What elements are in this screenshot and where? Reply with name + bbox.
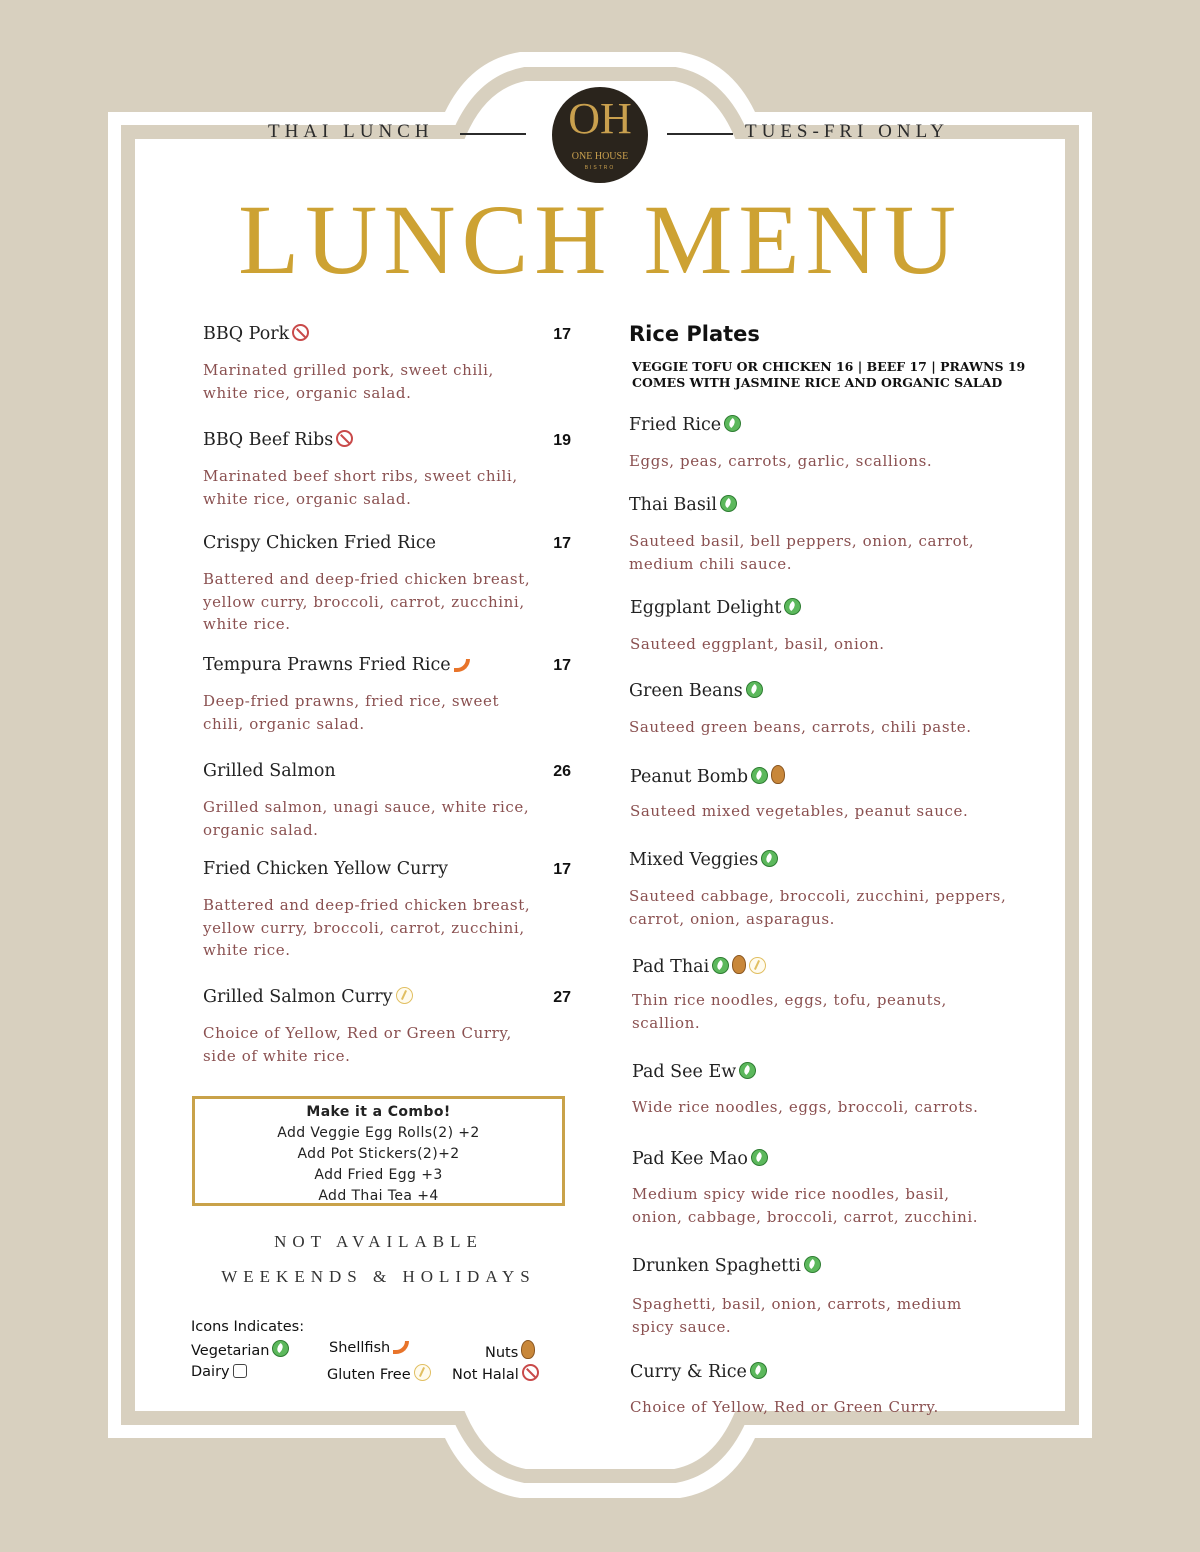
vegetarian-icon bbox=[804, 1256, 821, 1273]
legend-title: Icons Indicates: bbox=[191, 1319, 305, 1335]
left-item-description bbox=[203, 568, 530, 636]
left-item-name bbox=[203, 761, 336, 781]
rice-item-name bbox=[632, 955, 766, 977]
left-item-description bbox=[203, 465, 518, 510]
left-item-description-line: yellow curry, broccoli, carrot, zucchini, bbox=[203, 918, 525, 937]
left-item-name-text: Tempura Prawns Fried Rice bbox=[203, 655, 451, 675]
vegetarian-icon bbox=[720, 495, 737, 512]
left-item-description-line: Deep-fried prawns, fried rice, sweet bbox=[203, 692, 500, 710]
left-item-name bbox=[203, 324, 309, 344]
left-item-description-line: white rice, organic salad. bbox=[203, 489, 412, 508]
rice-item-name bbox=[629, 681, 763, 701]
left-item-description bbox=[203, 690, 499, 735]
rice-item-name-text: Fried Rice bbox=[629, 415, 722, 435]
left-item-name bbox=[203, 859, 448, 879]
left-item-name bbox=[203, 430, 353, 450]
left-item-name bbox=[203, 533, 436, 553]
legend-dairy bbox=[191, 1364, 247, 1380]
left-item-description-line: Battered and deep-fried chicken breast, bbox=[203, 896, 531, 914]
combo-box bbox=[192, 1096, 565, 1206]
legend-vegetarian bbox=[191, 1340, 289, 1359]
left-item-price: 17 bbox=[553, 861, 571, 878]
gluten-free-icon bbox=[396, 987, 413, 1004]
legend-nuts-label: Nuts bbox=[485, 1345, 519, 1361]
legend-nuts bbox=[485, 1340, 535, 1361]
left-item-description-line: Grilled salmon, unagi sauce, white rice, bbox=[203, 798, 530, 816]
not-available-line2: WEEKENDS & HOLIDAYS bbox=[221, 1267, 536, 1286]
legend-dairy-label: Dairy bbox=[191, 1364, 230, 1380]
rice-item-description-line: Sauteed basil, bell peppers, onion, carrot, bbox=[629, 532, 975, 550]
left-item-price: 26 bbox=[553, 763, 571, 780]
legend-shellfish bbox=[329, 1340, 409, 1356]
vegetarian-icon bbox=[712, 957, 729, 974]
logo bbox=[552, 87, 648, 183]
left-item-name-text: Fried Chicken Yellow Curry bbox=[203, 859, 449, 879]
vegetarian-icon bbox=[751, 1149, 768, 1166]
combo-line: Add Veggie Egg Rolls(2) +2 bbox=[277, 1125, 480, 1141]
legend-shellfish-label: Shellfish bbox=[329, 1340, 391, 1356]
left-item-name-text: Crispy Chicken Fried Rice bbox=[203, 533, 436, 553]
left-item-name-text: BBQ Beef Ribs bbox=[203, 430, 334, 450]
rice-item-name bbox=[632, 1256, 821, 1276]
left-item-description-line: Battered and deep-fried chicken breast, bbox=[203, 570, 531, 588]
rice-item-description-line: medium chili sauce. bbox=[629, 554, 793, 573]
rice-item-name-text: Curry & Rice bbox=[630, 1362, 747, 1382]
rice-item-description bbox=[629, 885, 1006, 930]
page-title: LUNCH MENU bbox=[238, 184, 962, 295]
left-item-description-line: side of white rice. bbox=[203, 1046, 351, 1065]
left-item-description-line: yellow curry, broccoli, carrot, zucchini, bbox=[203, 592, 525, 611]
left-item-description-line: white rice. bbox=[203, 941, 291, 959]
rice-item-name-text: Pad Thai bbox=[632, 957, 710, 977]
rice-item-description-line: Medium spicy wide rice noodles, basil, bbox=[632, 1185, 950, 1203]
vegetarian-icon bbox=[750, 1362, 767, 1379]
left-item-description-line: white rice, organic salad. bbox=[203, 383, 412, 402]
not-available-line1: NOT AVAILABLE bbox=[274, 1232, 483, 1251]
header-left-label: THAI LUNCH bbox=[268, 121, 434, 142]
vegetarian-icon bbox=[761, 850, 778, 867]
shellfish-icon bbox=[393, 1341, 409, 1354]
left-item-description-line: organic salad. bbox=[203, 820, 319, 839]
left-item-description bbox=[203, 1022, 512, 1067]
combo-title: Make it a Combo! bbox=[306, 1104, 451, 1120]
legend-gluten-free bbox=[327, 1364, 431, 1383]
left-item-name-text: BBQ Pork bbox=[203, 324, 290, 344]
nuts-icon bbox=[521, 1340, 535, 1359]
rice-item-name bbox=[630, 765, 785, 787]
rice-item-description-line: Thin rice noodles, eggs, tofu, peanuts, bbox=[632, 991, 947, 1009]
logo-monogram: OH bbox=[568, 94, 632, 143]
rice-item-name bbox=[632, 1062, 756, 1082]
rice-item-description-line: Sauteed green beans, carrots, chili paste. bbox=[629, 718, 972, 736]
legend-not-halal-label: Not Halal bbox=[452, 1367, 519, 1383]
not-halal-icon bbox=[522, 1364, 539, 1381]
rice-item-name-text: Drunken Spaghetti bbox=[632, 1256, 801, 1276]
rice-item-description-line: carrot, onion, asparagus. bbox=[629, 909, 836, 928]
left-item-price: 19 bbox=[553, 432, 571, 449]
left-item-name-text: Grilled Salmon bbox=[203, 761, 336, 781]
left-item-name bbox=[203, 987, 413, 1007]
rice-item-description-line: spicy sauce. bbox=[632, 1317, 732, 1336]
rice-item-description-line: Sauteed eggplant, basil, onion. bbox=[630, 635, 885, 653]
rice-item-name-text: Mixed Veggies bbox=[629, 850, 759, 870]
rice-item-description-line: Spaghetti, basil, onion, carrots, medium bbox=[632, 1295, 962, 1313]
gluten-free-icon bbox=[414, 1364, 431, 1381]
rice-item-name-text: Peanut Bomb bbox=[630, 767, 749, 787]
gluten-free-icon bbox=[749, 957, 766, 974]
left-item-description bbox=[203, 894, 530, 962]
rice-item-name-text: Thai Basil bbox=[629, 495, 718, 515]
left-item-price: 17 bbox=[553, 657, 571, 674]
combo-line: Add Pot Stickers(2)+2 bbox=[297, 1146, 460, 1162]
shellfish-icon bbox=[454, 659, 470, 672]
rice-item-name-text: Pad Kee Mao bbox=[632, 1149, 748, 1169]
rice-item-name bbox=[629, 850, 778, 870]
rice-item-name-text: Eggplant Delight bbox=[630, 598, 782, 618]
rice-plates-prices: VEGGIE TOFU OR CHICKEN 16 | BEEF 17 | PRAWNS 19 bbox=[632, 359, 1026, 374]
rice-item-description bbox=[629, 530, 974, 575]
rice-item-description bbox=[632, 1293, 962, 1338]
combo-line: Add Fried Egg +3 bbox=[314, 1167, 443, 1183]
left-item-description bbox=[203, 796, 529, 841]
not-halal-icon bbox=[336, 430, 353, 447]
rice-item-description bbox=[632, 1183, 978, 1228]
rice-item-description bbox=[630, 633, 885, 656]
rice-item-name bbox=[629, 415, 741, 435]
left-item-description-line: Choice of Yellow, Red or Green Curry, bbox=[203, 1024, 512, 1042]
vegetarian-icon bbox=[739, 1062, 756, 1079]
rice-item-description-line: Sauteed cabbage, broccoli, zucchini, peppers, bbox=[629, 887, 1007, 905]
legend-gluten-free-label: Gluten Free bbox=[327, 1367, 411, 1383]
rice-item-description-line: Sauteed mixed vegetables, peanut sauce. bbox=[630, 802, 969, 820]
logo-name: ONE HOUSE bbox=[571, 151, 629, 162]
rice-item-description bbox=[629, 716, 972, 739]
rice-item-description-line: scallion. bbox=[632, 1013, 701, 1032]
left-item-description-line: white rice. bbox=[203, 615, 291, 633]
rice-item-description bbox=[630, 1396, 939, 1419]
header-left-rule bbox=[460, 133, 526, 135]
vegetarian-icon bbox=[746, 681, 763, 698]
rice-item-description bbox=[632, 1096, 979, 1119]
legend-vegetarian-label: Vegetarian bbox=[191, 1343, 270, 1359]
rice-item-name bbox=[632, 1149, 768, 1169]
rice-item-name-text: Green Beans bbox=[629, 681, 743, 701]
left-item-description-line: chili, organic salad. bbox=[203, 714, 365, 733]
rice-item-name bbox=[630, 598, 801, 618]
left-item-description bbox=[203, 359, 494, 404]
vegetarian-icon bbox=[724, 415, 741, 432]
nuts-icon bbox=[732, 955, 746, 974]
rice-item-description-line: Eggs, peas, carrots, garlic, scallions. bbox=[629, 452, 933, 470]
left-item-description-line: Marinated grilled pork, sweet chili, bbox=[203, 361, 494, 379]
rice-plates-title: Rice Plates bbox=[629, 322, 760, 346]
left-item-price: 27 bbox=[553, 989, 571, 1006]
rice-item-name-text: Pad See Ew bbox=[632, 1062, 737, 1082]
left-item-name-text: Grilled Salmon Curry bbox=[203, 987, 393, 1007]
rice-item-description-line: Wide rice noodles, eggs, broccoli, carrots. bbox=[632, 1098, 979, 1116]
header-right-label: TUES-FRI ONLY bbox=[745, 121, 950, 142]
left-item-name bbox=[203, 655, 470, 675]
rice-item-description-line: Choice of Yellow, Red or Green Curry. bbox=[630, 1398, 939, 1416]
legend-not-halal bbox=[452, 1364, 539, 1383]
combo-line: Add Thai Tea +4 bbox=[318, 1188, 439, 1204]
header-right-rule bbox=[667, 133, 733, 135]
left-item-price: 17 bbox=[553, 535, 571, 552]
rice-item-description bbox=[629, 450, 932, 473]
rice-item-name bbox=[630, 1362, 767, 1382]
rice-plates-note: COMES WITH JASMINE RICE AND ORGANIC SALAD bbox=[632, 375, 1003, 390]
rice-item-description bbox=[630, 800, 968, 823]
left-item-description-line: Marinated beef short ribs, sweet chili, bbox=[203, 467, 518, 485]
rice-item-description-line: onion, cabbage, broccoli, carrot, zucchini. bbox=[632, 1207, 979, 1226]
dairy-icon bbox=[233, 1364, 247, 1378]
logo-sub: BISTRO bbox=[584, 165, 616, 171]
nuts-icon bbox=[771, 765, 785, 784]
left-item-price: 17 bbox=[553, 326, 571, 343]
vegetarian-icon bbox=[751, 767, 768, 784]
rice-item-description bbox=[632, 989, 947, 1034]
vegetarian-icon bbox=[272, 1340, 289, 1357]
not-halal-icon bbox=[292, 324, 309, 341]
vegetarian-icon bbox=[784, 598, 801, 615]
rice-item-name bbox=[629, 495, 737, 515]
